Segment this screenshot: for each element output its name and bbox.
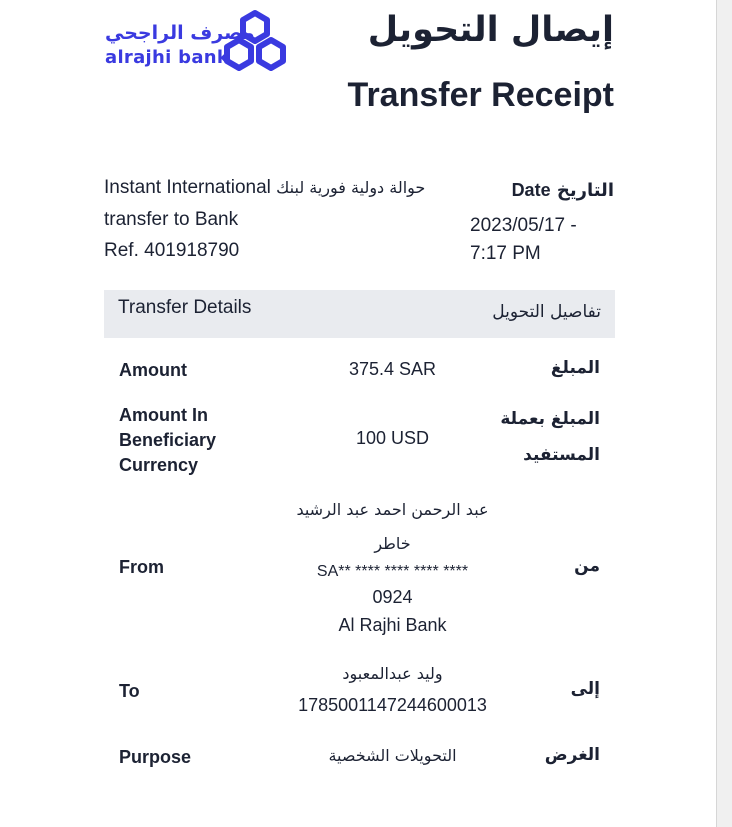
amount-label-arabic: المبلغ [550,358,600,378]
description-english-1: Instant International [104,177,271,198]
to-label: To [119,681,140,701]
amount-label: Amount [119,360,187,380]
beneficiary-label-line-2: Beneficiary [119,430,217,450]
receipt-title-arabic: إيصال التحويل [367,10,614,50]
recipient-account: 1785001147244600013 [298,695,487,715]
logo-english-wordmark: alrajhi bank [105,47,230,68]
beneficiary-amount-value: 100 USD [355,428,430,448]
date-label-arabic: التاريخ [556,180,614,201]
transfer-details-header [104,290,615,338]
amount-value: 375.4 SAR [348,359,437,379]
logo-arabic-wordmark: مصرف الراجحي [105,22,255,44]
purpose-label: Purpose [119,747,192,767]
bank-logo-icon [217,8,293,74]
date-label [512,180,614,201]
from-label: From [119,557,164,577]
reference-number: Ref. 401918790 [104,240,240,261]
sender-name-line-2: خاطر [374,534,411,553]
bank-logo [105,8,295,74]
from-value [270,492,515,639]
beneficiary-amount-label [119,403,216,478]
beneficiary-label-arabic-2: المستفيد [523,445,600,465]
section-title-english: Transfer Details [118,297,252,318]
section-title-arabic: تفاصيل التحويل [492,302,601,322]
to-value [270,657,515,719]
beneficiary-label-line-1: Amount In [119,405,208,425]
sender-bank: Al Rajhi Bank [338,615,447,635]
date-label-english: Date [511,180,551,200]
recipient-name: وليد عبدالمعبود [342,664,443,683]
receipt-title: Transfer Receipt [347,76,614,114]
date-value [470,212,577,268]
purpose-value: التحويلات الشخصية [328,746,457,765]
transfer-description [104,172,474,267]
page-edge-gutter [716,0,732,827]
to-label-arabic: إلى [570,679,600,699]
from-label-arabic: من [574,556,600,576]
date-value-line-1: 2023/05/17 - [470,215,577,236]
sender-account-line-2: 0924 [372,587,413,607]
beneficiary-label-line-3: Currency [119,455,199,475]
description-english-2: transfer to Bank [104,208,239,230]
beneficiary-label-arabic-1: المبلغ بعملة [500,409,600,429]
date-value-line-2: 7:17 PM [470,243,541,264]
beneficiary-amount-label-arabic [500,401,600,473]
sender-name-line-1: عبد الرحمن احمد عبد الرشيد [296,500,489,519]
description-arabic: حوالة دولية فورية لبنك [276,178,426,197]
purpose-label-arabic: الغرض [544,745,600,765]
sender-account-line-1: SA** **** **** **** **** [316,563,469,580]
